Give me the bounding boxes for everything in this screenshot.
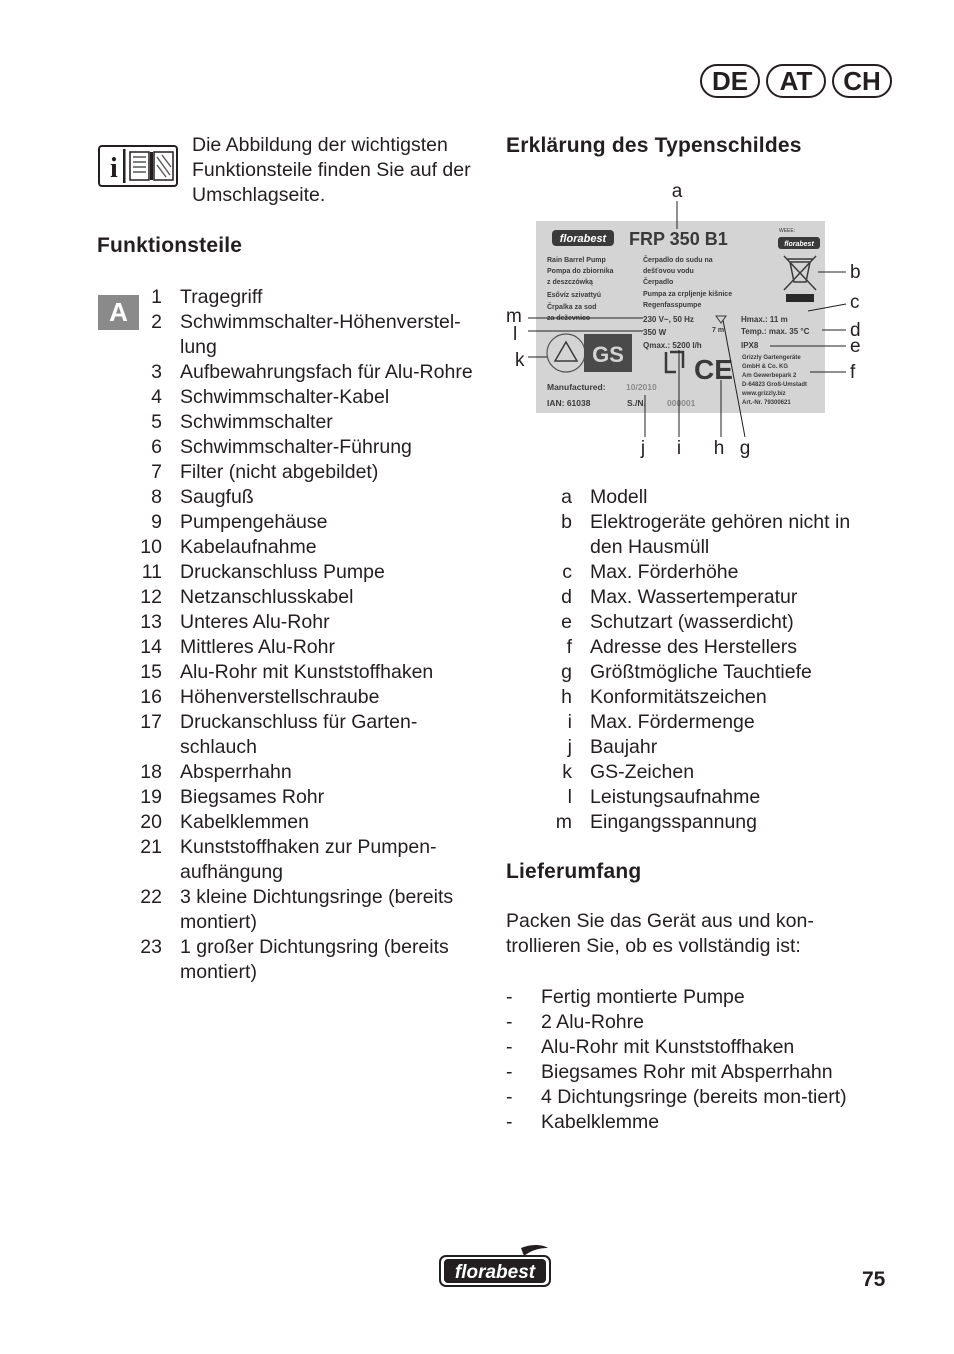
parts-item-label: Kabelklemmen xyxy=(180,811,309,833)
plate-voltage: 230 V~, 50 Hz xyxy=(643,315,694,324)
intro-text: Die Abbildung der wichtigsten Funktionsteile finden Sie auf der Umschlagseite. xyxy=(192,134,471,206)
legend-label: Max. Fördermenge xyxy=(590,711,755,733)
plate-addr-4: www.grizzly.biz xyxy=(742,391,786,397)
parts-item-number: 17 xyxy=(140,711,162,733)
plate-brand-text: florabest xyxy=(559,233,607,245)
plate-desc-l1: Pompa do zbiornika xyxy=(547,268,614,275)
parts-item-number: 3 xyxy=(151,361,162,383)
parts-item-label: Tragegriff xyxy=(180,286,263,308)
legend-label: Eingangsspannung xyxy=(590,811,757,833)
plate-weee: WEEE: xyxy=(779,228,796,234)
delivery-dash: - xyxy=(506,1011,513,1033)
plate-addr-3: D-64823 Groß-Umstadt xyxy=(742,382,808,388)
delivery-item-label: 2 Alu-Rohre xyxy=(541,1011,644,1033)
parts-list-item xyxy=(116,560,486,585)
parts-item-number: 5 xyxy=(151,411,162,433)
gs-mark-icon xyxy=(584,334,632,372)
figure-label-a: A xyxy=(98,295,139,330)
legend-label: Baujahr xyxy=(590,736,658,758)
legend-label: Konformitätszeichen xyxy=(590,686,767,708)
delivery-item-label: Fertig montierte Pumpe xyxy=(541,986,745,1008)
badge-ch: CH xyxy=(832,64,892,98)
legend-item xyxy=(545,760,865,785)
legend-key: g xyxy=(561,661,572,683)
parts-item-number: 4 xyxy=(151,386,162,408)
delivery-item xyxy=(506,985,866,1010)
parts-list-item xyxy=(116,310,486,360)
delivery-item xyxy=(506,1060,866,1085)
legend-item xyxy=(545,560,865,585)
legend-label: Schutzart (wasserdicht) xyxy=(590,611,794,633)
delivery-item xyxy=(506,1010,866,1035)
legend-item xyxy=(545,510,865,560)
parts-item-number: 19 xyxy=(140,786,162,808)
parts-item-number: 9 xyxy=(151,511,162,533)
plate-ip: IPX8 xyxy=(741,341,759,350)
plate-desc-r4: Regenfasspumpe xyxy=(643,302,702,309)
weee-bar xyxy=(786,294,814,302)
legend-key: a xyxy=(561,486,572,508)
plate-desc-r0: Čerpadlo do sudu na xyxy=(643,257,713,264)
parts-list-item xyxy=(116,535,486,560)
parts-item-label: Saugfuß xyxy=(180,486,254,508)
parts-item-number: 22 xyxy=(140,886,162,908)
legend-key: f xyxy=(566,636,572,658)
parts-item-number: 15 xyxy=(140,661,162,683)
callout-c: c xyxy=(850,292,860,313)
callout-h: h xyxy=(713,438,725,459)
legend-label: Max. Wassertemperatur xyxy=(590,586,798,608)
country-badges xyxy=(700,64,892,98)
parts-list-item xyxy=(116,410,486,435)
legend-item xyxy=(545,710,865,735)
legend-item xyxy=(545,660,865,685)
parts-list-item xyxy=(116,285,486,310)
delivery-item-label: Alu-Rohr mit Kunststoffhaken xyxy=(541,1036,795,1058)
legend-label: Adresse des Herstellers xyxy=(590,636,797,658)
legend-label: Größtmögliche Tauchtiefe xyxy=(590,661,812,683)
plate-model: FRP 350 B1 xyxy=(629,229,728,249)
delivery-item xyxy=(506,1085,866,1110)
plate-desc-l3: Esővíz szivattyú xyxy=(547,292,602,299)
legend-key: b xyxy=(561,511,572,533)
safety-triangle-icon xyxy=(547,334,585,372)
parts-item-label: Schwimmschalter-Kabel xyxy=(180,386,390,408)
callout-m: m xyxy=(506,306,522,327)
parts-item-label: 1 großer Dichtungsring (bereits montiert) xyxy=(180,936,449,983)
callout-a: a xyxy=(671,181,683,202)
parts-item-number: 2 xyxy=(151,311,162,333)
legend-key: i xyxy=(567,711,572,733)
parts-item-number: 8 xyxy=(151,486,162,508)
plate-addr-1: GmbH & Co. KG xyxy=(742,364,788,370)
plate-desc-l4: Črpalka za sod xyxy=(547,304,597,311)
badge-at: AT xyxy=(766,64,826,98)
plate-depth: 7 m xyxy=(712,327,725,334)
parts-item-number: 13 xyxy=(140,611,162,633)
legend-key: e xyxy=(561,611,572,633)
florabest-logo xyxy=(438,1244,552,1290)
parts-item-label: Mittleres Alu-Rohr xyxy=(180,636,335,658)
callout-j: j xyxy=(640,438,646,459)
callout-k: k xyxy=(515,350,525,371)
parts-list-item xyxy=(116,435,486,460)
plate-desc-r1: dešťovou vodu xyxy=(643,268,694,275)
plate-desc-r2: Čerpadlo xyxy=(643,279,674,286)
delivery-item-label: 4 Dichtungsringe (bereits mon-tiert) xyxy=(541,1086,847,1108)
parts-list-item xyxy=(116,760,486,785)
type-plate-diagram xyxy=(500,175,880,465)
plate-brand-small: florabest xyxy=(784,241,814,248)
svg-text:i: i xyxy=(110,153,118,184)
legend-key: c xyxy=(562,561,572,583)
parts-list-item xyxy=(116,785,486,810)
parts-list-item xyxy=(116,610,486,635)
legend-key: d xyxy=(561,586,572,608)
callout-b: b xyxy=(850,262,861,283)
parts-item-label: Unteres Alu-Rohr xyxy=(180,611,330,633)
plate-qmax: Qmax.: 5200 l/h xyxy=(643,341,702,350)
heading-typenschild: Erklärung des Typenschildes xyxy=(506,134,802,157)
plate-addr-2: Am Gewerbepark 2 xyxy=(742,373,797,379)
parts-list-item xyxy=(116,685,486,710)
heading-funktionsteile: Funktionsteile xyxy=(97,234,243,257)
plate-desc-l0: Rain Barrel Pump xyxy=(547,257,606,264)
legend-label: Max. Förderhöhe xyxy=(590,561,739,583)
legend-key: k xyxy=(562,761,572,783)
heading-lieferumfang: Lieferumfang xyxy=(506,860,642,883)
parts-list-item xyxy=(116,635,486,660)
svg-text:florabest: florabest xyxy=(454,1262,536,1283)
parts-item-number: 18 xyxy=(140,761,162,783)
ce-mark: CE xyxy=(694,354,733,385)
legend-item xyxy=(545,685,865,710)
badge-de: DE xyxy=(700,64,760,98)
delivery-list xyxy=(506,985,866,1135)
parts-item-label: 3 kleine Dichtungsringe (bereits montiert) xyxy=(180,886,454,933)
info-book-icon xyxy=(98,145,178,187)
parts-item-number: 11 xyxy=(141,561,162,583)
callout-d: d xyxy=(850,320,861,341)
plate-sn-value: 000001 xyxy=(667,398,696,408)
plate-desc-l2: z deszczówką xyxy=(547,279,593,286)
parts-item-label: Aufbewahrungsfach für Alu-Rohre xyxy=(180,361,473,383)
page-number: 75 xyxy=(862,1268,886,1291)
parts-list-item xyxy=(116,585,486,610)
delivery-intro: Packen Sie das Gerät aus und kon-trollieren Sie, ob es vollständig ist: xyxy=(506,910,814,957)
parts-item-number: 1 xyxy=(151,286,162,308)
callout-l: l xyxy=(513,324,518,345)
parts-item-label: Schwimmschalter-Höhenverstel-lung xyxy=(180,311,461,358)
delivery-item xyxy=(506,1110,866,1135)
parts-item-label: Filter (nicht abgebildet) xyxy=(180,461,379,483)
parts-item-label: Druckanschluss für Garten-schlauch xyxy=(180,711,418,758)
plate-power: 350 W xyxy=(643,328,667,337)
svg-text:GS: GS xyxy=(592,342,624,367)
parts-list-item xyxy=(116,885,486,935)
plate-hmax: Hmax.: 11 m xyxy=(741,315,788,324)
delivery-item-label: Biegsames Rohr mit Absperrhahn xyxy=(541,1061,833,1083)
parts-item-label: Schwimmschalter-Führung xyxy=(180,436,412,458)
parts-list-item xyxy=(116,460,486,485)
plate-addr-0: Grizzly Gartengeräte xyxy=(742,355,801,361)
parts-item-label: Pumpengehäuse xyxy=(180,511,328,533)
parts-item-number: 12 xyxy=(140,586,162,608)
parts-list-item xyxy=(116,710,486,760)
parts-list-item xyxy=(116,810,486,835)
legend-item xyxy=(545,810,865,835)
parts-item-label: Schwimmschalter xyxy=(180,411,333,433)
parts-list-item xyxy=(116,510,486,535)
plate-desc-r3: Pumpa za crpljenje kišnice xyxy=(643,291,733,298)
delivery-dash: - xyxy=(506,1086,513,1108)
parts-item-label: Netzanschlusskabel xyxy=(180,586,354,608)
legend-item xyxy=(545,585,865,610)
callout-i: i xyxy=(676,438,682,459)
callout-e: e xyxy=(850,336,861,357)
delivery-dash: - xyxy=(506,986,513,1008)
legend-key: j xyxy=(567,736,572,758)
legend-item xyxy=(545,735,865,760)
parts-item-label: Kunststoffhaken zur Pumpen-aufhängung xyxy=(180,836,437,883)
parts-item-number: 23 xyxy=(140,936,162,958)
legend-item xyxy=(545,785,865,810)
legend-label: GS-Zeichen xyxy=(590,761,695,783)
parts-item-label: Biegsames Rohr xyxy=(180,786,325,808)
parts-item-number: 6 xyxy=(151,436,162,458)
parts-item-label: Höhenverstellschraube xyxy=(180,686,380,708)
delivery-dash: - xyxy=(506,1036,513,1058)
plate-manufactured-label: Manufactured: xyxy=(547,382,606,392)
parts-list xyxy=(116,285,486,985)
parts-list-item xyxy=(116,660,486,685)
parts-item-label: Druckanschluss Pumpe xyxy=(180,561,385,583)
legend-key: l xyxy=(567,786,572,808)
parts-item-number: 14 xyxy=(140,636,162,658)
type-plate-legend xyxy=(545,485,865,835)
parts-item-number: 10 xyxy=(140,536,162,558)
plate-manufactured-value: 10/2010 xyxy=(626,382,657,392)
delivery-dash: - xyxy=(506,1061,513,1083)
parts-item-label: Absperrhahn xyxy=(180,761,292,783)
parts-item-number: 20 xyxy=(140,811,162,833)
callout-g: g xyxy=(739,438,751,459)
delivery-item-label: Kabelklemme xyxy=(541,1111,660,1133)
legend-label: Leistungsaufnahme xyxy=(590,786,761,808)
parts-item-number: 7 xyxy=(151,461,162,483)
parts-list-item xyxy=(116,835,486,885)
parts-list-item xyxy=(116,935,486,985)
callout-f: f xyxy=(850,362,856,383)
legend-key: h xyxy=(561,686,572,708)
delivery-item xyxy=(506,1035,866,1060)
legend-item xyxy=(545,610,865,635)
parts-item-number: 21 xyxy=(140,836,162,858)
legend-label: Elektrogeräte gehören nicht in den Hausmüll xyxy=(590,511,851,558)
legend-label: Modell xyxy=(590,486,648,508)
parts-item-number: 16 xyxy=(140,686,162,708)
parts-list-item xyxy=(116,485,486,510)
legend-key: m xyxy=(555,811,572,833)
plate-desc-l5: za deževnico xyxy=(547,315,591,322)
plate-addr-5: Art.-Nr. 79300621 xyxy=(742,400,791,406)
legend-item xyxy=(545,635,865,660)
plate-sn-label: S./N. xyxy=(627,398,646,408)
parts-list-item xyxy=(116,385,486,410)
legend-item xyxy=(545,485,865,510)
delivery-dash: - xyxy=(506,1111,513,1133)
parts-list-item xyxy=(116,360,486,385)
plate-ian: IAN: 61038 xyxy=(547,398,591,408)
parts-item-label: Kabelaufnahme xyxy=(180,536,317,558)
parts-item-label: Alu-Rohr mit Kunststoffhaken xyxy=(180,661,434,683)
plate-temp: Temp.: max. 35 °C xyxy=(741,327,810,336)
